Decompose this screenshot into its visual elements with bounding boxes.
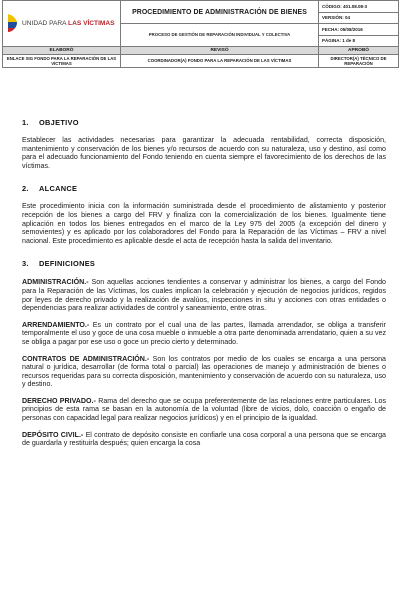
definition-derecho-privado: DERECHO PRIVADO.- Rama del derecho que se ocupa preferentemente de las relaciones entre particulares. Los principios de esta rama se basan en la autonomía de la voluntad (libre de vicios, dolo, coacción o engaño de personas con capacidad legal para realizar negocios jurídicos) y en el principio de la igualdad.: [22, 396, 387, 423]
process-subtitle: PROCESO DE GESTIÓN DE REPARACIÓN INDIVIDUAL Y COLECTIVA: [121, 24, 319, 47]
section-heading-alcance: 2. ALCANCE: [22, 184, 78, 194]
logo-text: UNIDAD PARA LAS VÍCTIMAS: [22, 19, 115, 27]
definition-term: ADMINISTRACIÓN.-: [22, 278, 89, 287]
signature-value-aprobo: DIRECTOR(A) TÉCNICO DE REPARACIÓN: [319, 54, 399, 67]
section-text-alcance: Este procedimiento inicia con la información suministrada desde el procedimiento de alistamiento y posterior recepción de los bienes a cargo del FRV y finaliza con la comercialización de los bienes. Igualmente tiene aplicación en todos los bienes entregados en el marco de la Ley 975 del 2005 (a excepción del dinero y semovientes) y es aplicado por los colaboradores del Fondo para la Reparación de las Víctimas – FRV a nivel nacional. Este procedimiento es aplicable desde el acta de recepción hasta la salida del inventario.: [22, 202, 386, 245]
definition-arrendamiento: ARRENDAMIENTO.- Es un contrato por el cual una de las partes, llamada arrendador, se obliga a transferir temporalmente el uso y goce de una cosa mueble o inmueble a otra parte denominada arrendatario, quien a su vez se obliga a pagar por ese uso o goce un precio cierto y determinado.: [22, 320, 386, 346]
page-number: PÁGINA: 1 de 8: [319, 35, 399, 46]
logo-cell: [3, 1, 121, 47]
document-code: CÓDIGO: 401.08.08-3: [319, 1, 399, 13]
procedure-title: PROCEDIMIENTO DE ADMINISTRACIÓN DE BIENES: [121, 1, 319, 24]
definition-contratos-administracion: CONTRATOS DE ADMINISTRACIÓN.- Son los contratos por medio de los cuales se encarga a una persona natural o jurídica, desarrollar (de forma total o parcial) las operaciones de manejo y administración de bienes o recursos requeridas para su correcta disposición, mantenimiento y conservación de acuerdo con su naturaleza, uso y destino.: [22, 354, 386, 389]
section-heading-objetivo: 1. OBJETIVO: [22, 118, 79, 127]
definition-deposito-civil: DEPÓSITO CIVIL.- El contrato de depósito consiste en confiarle una cosa corporal a una persona que se encarga de guardarla y restituirla después; quien encarga la cosa: [22, 430, 386, 448]
document-version: VERSIÓN: 04: [319, 12, 399, 24]
colombia-flag-logo-icon: [6, 13, 19, 33]
section-heading-definiciones: 3. DEFINICIONES: [22, 259, 96, 269]
signature-header-aprobo: APROBÓ: [319, 46, 399, 54]
signature-header-elaboro: ELABORÓ: [3, 46, 121, 54]
definition-term: CONTRATOS DE ADMINISTRACIÓN.-: [22, 354, 150, 363]
definition-term: DEPÓSITO CIVIL.-: [22, 430, 84, 439]
document-body: [22, 112, 386, 448]
definition-administracion: ADMINISTRACIÓN.- Son aquellas acciones tendientes a conservar y administrar los bienes, a cargo del Fondo para la Reparación de las Víctimas, los cuales implican la celebración y ejecución de negocios jurídicos, regidos por leyes de derecho privado y la realización de avalúos, inspecciones in situ y acciones con otras entidades o dependencias para realizar actividades de control y saneamiento, entre otras.: [22, 278, 386, 313]
document-date: FECHA: 05/08/2016: [319, 24, 399, 36]
definition-term: ARRENDAMIENTO.-: [22, 320, 90, 329]
signature-value-reviso: COORDINADOR(A) FONDO PARA LA REPARACIÓN DE LAS VÍCTIMAS: [121, 54, 319, 67]
definition-term: DERECHO PRIVADO.-: [22, 396, 96, 405]
signature-value-elaboro: ENLACE SIG FONDO PARA LA REPARACIÓN DE LAS VÍCTIMAS: [3, 54, 121, 67]
section-text-objetivo: Establecer las actividades necesarias para garantizar la adecuada rentabilidad, correcta disposición, mantenimiento y conservación de los bienes y/o recursos de acuerdo con su naturaleza, uso y destino, así como para el adecuado funcionamiento del Fondo teniendo en cuenta siempre el favorecimiento de los derechos de las víctimas.: [22, 136, 386, 170]
document-header: [2, 0, 399, 68]
signature-header-reviso: REVISÓ: [121, 46, 319, 54]
